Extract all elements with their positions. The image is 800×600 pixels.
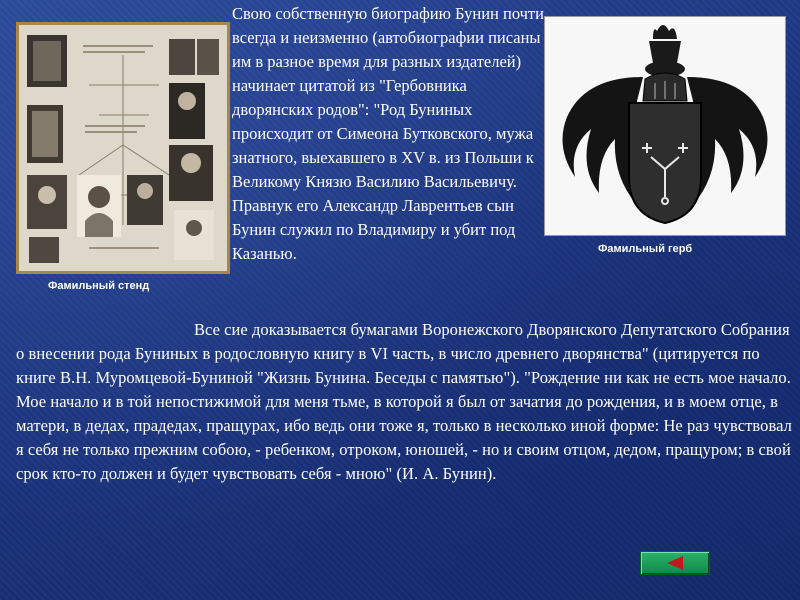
coat-of-arms-illustration: [545, 17, 785, 235]
back-button[interactable]: [640, 551, 710, 575]
family-stand-image: [16, 22, 230, 274]
coat-of-arms-image: [544, 16, 786, 236]
left-triangle-icon: [667, 556, 683, 570]
family-stand-caption: Фамильный стенд: [48, 280, 150, 292]
intro-paragraph: Свою собственную биографию Бунин почти всегда и неизменно (автобиографии писаны им в разное время для разных издателей) начинает цитатой из "Гербовника дворянских родов": "Род Буниных происходит от Симеона Бутковского, мужа знатного, выехавшего в XV в. из Польши к Великому Князю Василию Васильевичу. Правнук его Александр Лаврентьев сын Бунин служил по Владимиру и убит под Казанью.: [232, 4, 544, 263]
coat-of-arms-caption: Фамильный герб: [598, 243, 693, 255]
main-paragraph: Все сие доказывается бумагами Воронежского Дворянского Депутатского Собрания о внесении рода Буниных в родословную книгу в VI часть, в число древнего дворянства" (цитируется по книге В.Н. Муромцевой-Буниной "Жизнь Бунина. Беседы с памятью"). "Рождение ни как не есть мое начало. Мое начало и в той непостижимой для меня тьме, в которой я был от зачатия до рождения, и в моем отце, в матери, в дедах, прадедах, пращурах, ибо ведь они тоже я, только в несколько иной форме: Не раз чувствовал я себя не только прежним собою, - ребенком, отроком, юношей, - но и своим отцом, дедом, пращуром; в свой срок кто-то должен и будет чувствовать себя - мною" (И. А. Бунин).: [16, 320, 792, 483]
family-stand-illustration: [19, 25, 227, 271]
